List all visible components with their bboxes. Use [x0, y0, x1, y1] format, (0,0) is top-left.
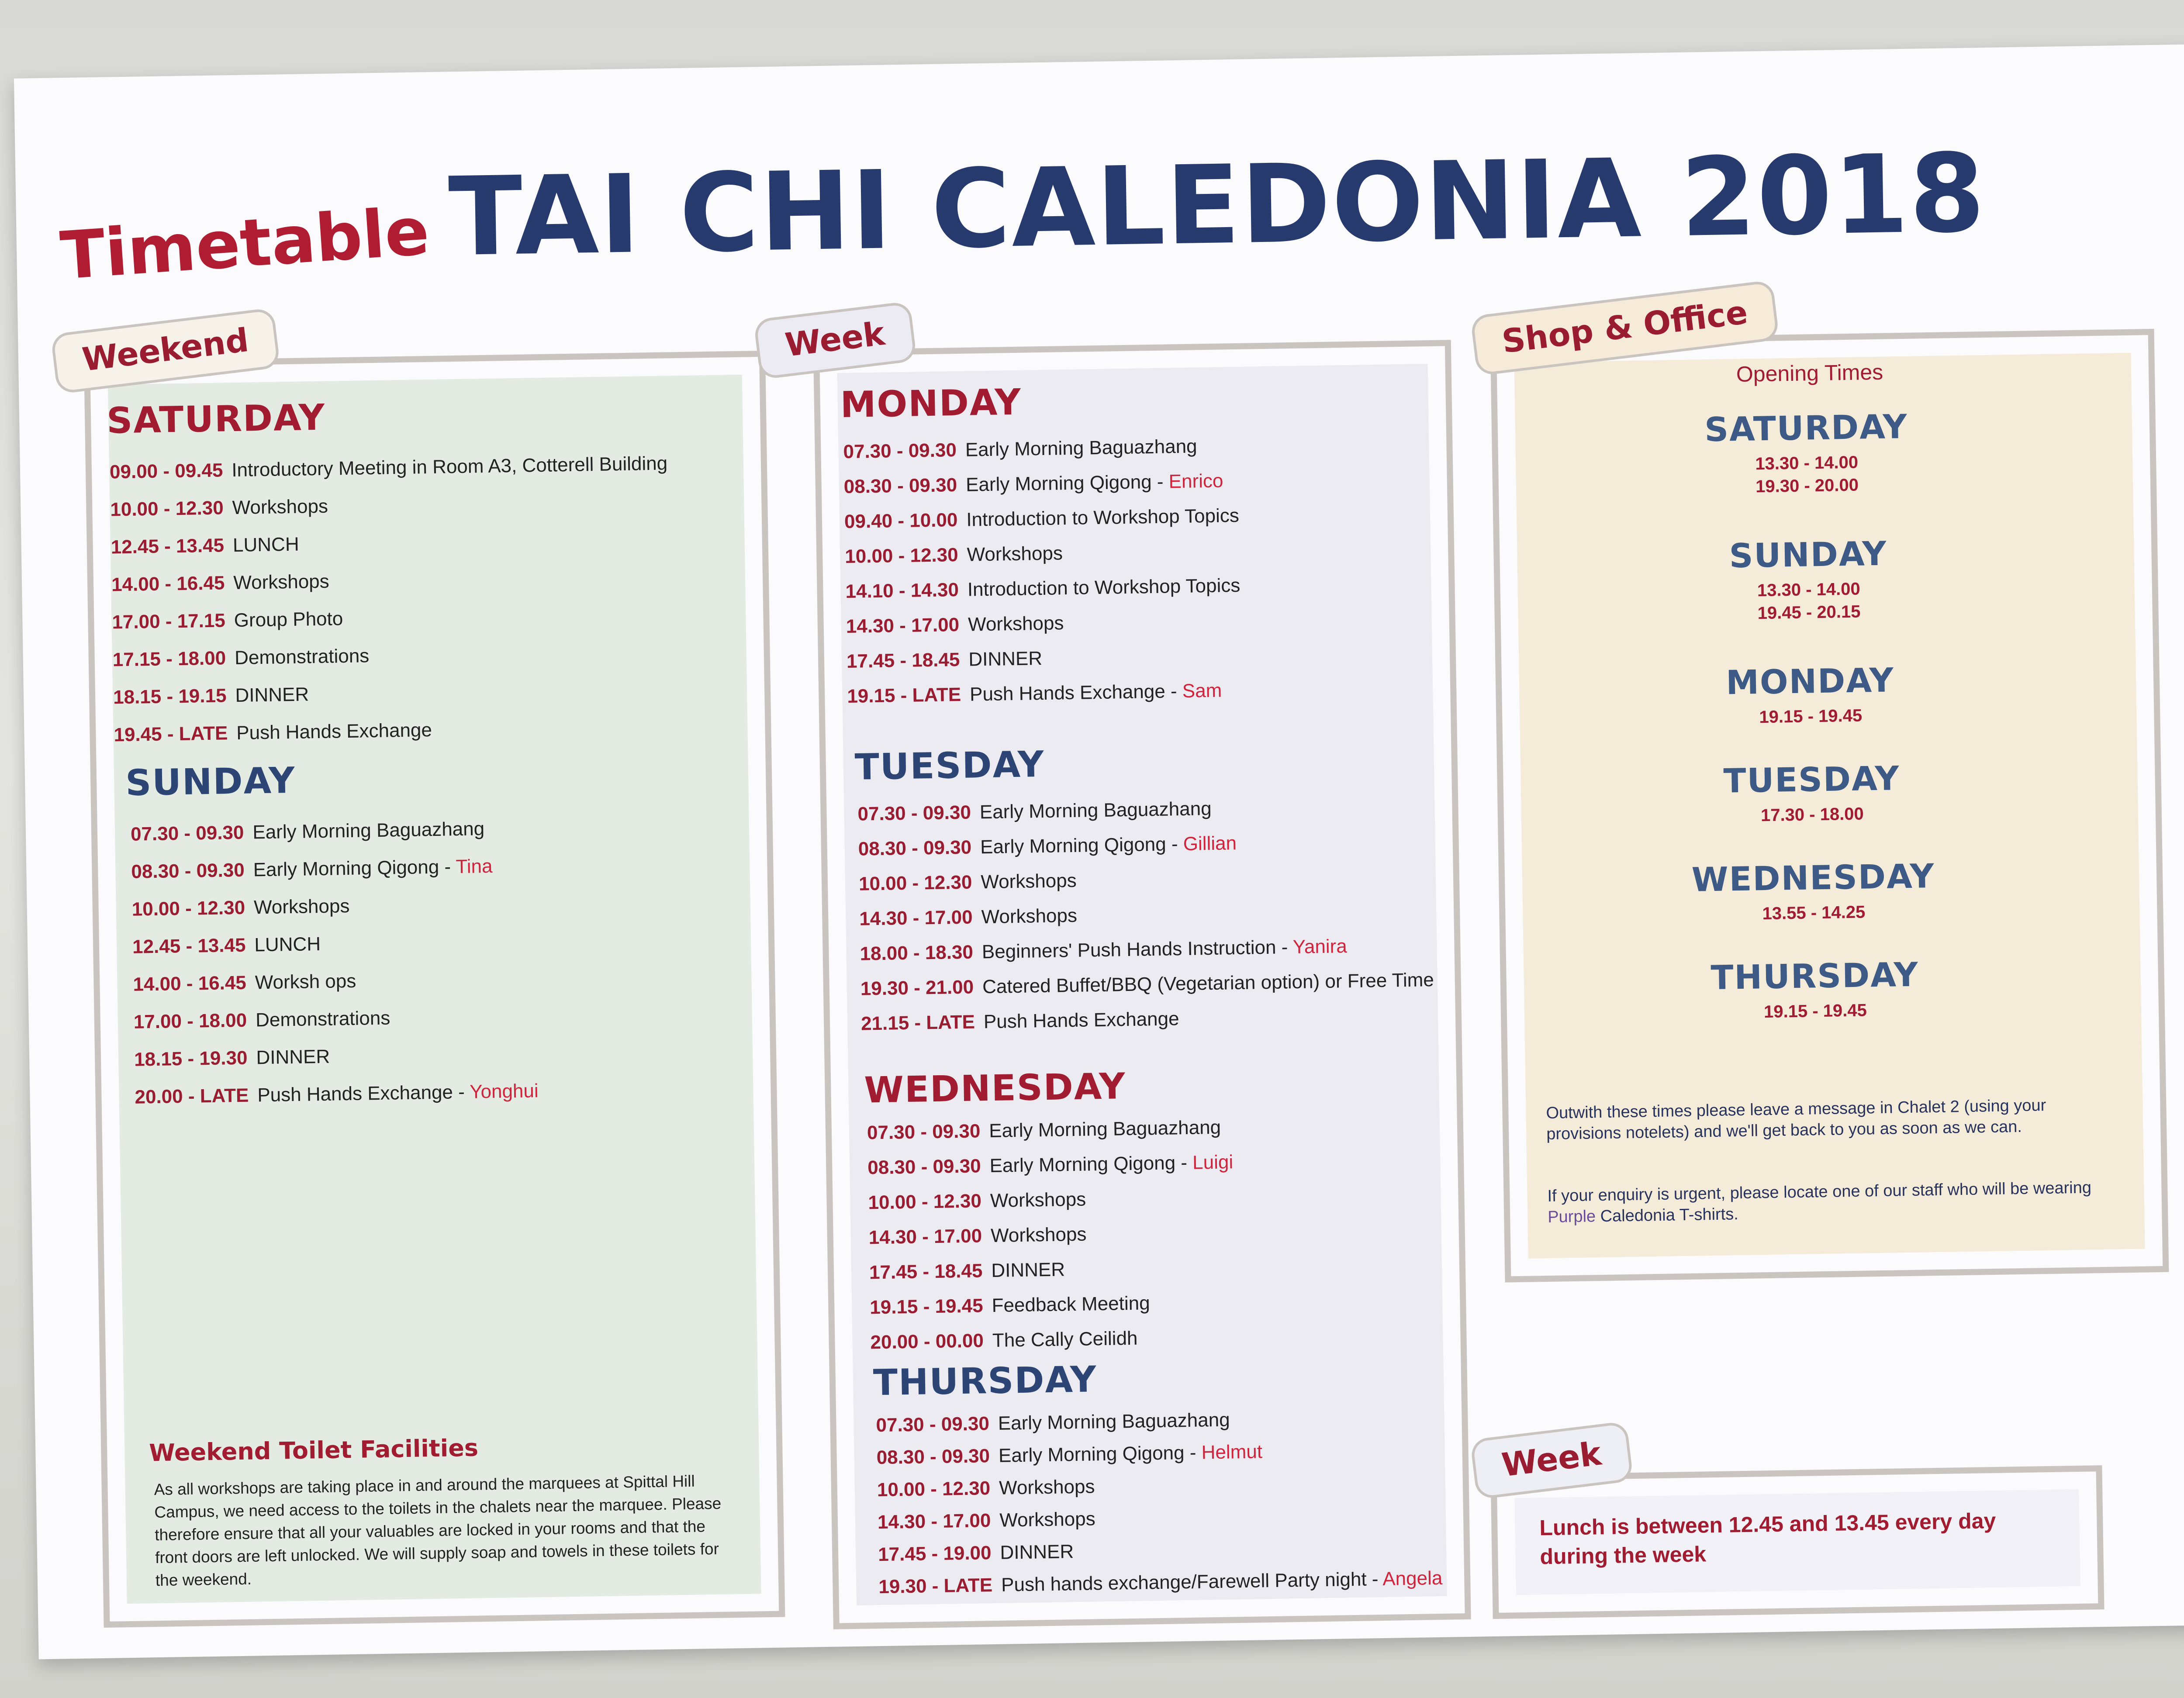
- title-timetable: Timetable: [58, 193, 432, 295]
- list-item: 14.00 - 16.45 Workshops: [111, 570, 330, 596]
- lunch-note: Lunch is between 12.45 and 13.45 every day during the week: [1539, 1508, 1996, 1569]
- list-item: 18.00 - 18.30 Beginners' Push Hands Instruction - Yanira: [860, 935, 1348, 965]
- shop-urgent-note: If your enquiry is urgent, please locate one of our staff who will be wearing Purple Caledonia T-shirts.: [1547, 1178, 2092, 1226]
- list-item: 10.00 - 12.30 Workshops: [877, 1476, 1095, 1501]
- list-item: 08.30 - 09.30 Early Morning Qigong - Gillian: [858, 832, 1237, 860]
- shop-office-tab: Shop & Office: [1470, 280, 1780, 376]
- opening-wednesday: WEDNESDAY 13.55 - 14.25: [1691, 856, 1935, 924]
- list-item: 10.00 - 12.30 Workshops: [844, 542, 1063, 568]
- list-item: 07.30 - 09.30 Early Morning Baguazhang: [843, 435, 1197, 463]
- list-item: 12.45 - 13.45 LUNCH: [111, 533, 300, 558]
- weekend-day-saturday: SATURDAY: [106, 397, 326, 442]
- list-item: 08.30 - 09.30 Early Morning Qigong - Luigi: [867, 1151, 1234, 1179]
- list-item: 09.40 - 10.00 Introduction to Workshop Topics: [844, 504, 1240, 533]
- list-item: 14.30 - 17.00 Workshops: [846, 612, 1064, 638]
- list-item: 17.15 - 18.00 Demonstrations: [112, 645, 370, 671]
- list-item: 19.15 - 19.45 Feedback Meeting: [869, 1292, 1150, 1318]
- monday-schedule: [843, 435, 1242, 721]
- poster-title: [15, 123, 2184, 295]
- list-item: 19.15 - LATE Push Hands Exchange - Sam: [847, 680, 1222, 708]
- list-item: 18.15 - 19.15 DINNER: [113, 683, 309, 708]
- week-lunch-tab: Week: [1470, 1421, 1634, 1500]
- list-item: 08.30 - 09.30 Early Morning Qigong - Helmut: [876, 1441, 1263, 1469]
- list-item: 10.00 - 12.30 Workshops: [868, 1188, 1086, 1214]
- list-item: 08.30 - 09.30 Early Morning Qigong - Enrico: [843, 470, 1223, 498]
- opening-thursday: THURSDAY 19.15 - 19.45: [1710, 955, 1919, 1022]
- opening-saturday: SATURDAY 13.30 - 14.00 19.30 - 20.00: [1704, 407, 1908, 497]
- list-item: 14.10 - 14.30 Introduction to Workshop Topics: [845, 574, 1241, 603]
- list-item: 07.30 - 09.30 Early Morning Baguazhang: [857, 797, 1212, 825]
- list-item: 14.30 - 17.00 Workshops: [868, 1223, 1087, 1249]
- toilet-facilities-text: As all workshops are taking place in and around the marquees at Spittal Hill Campus, we need access to the toilets in the chalets near the marquee. Please therefore ensure that all your valuables are locked in your rooms and that the front doors are left unlocked. We will supply soap and towels in these toilets for the weekend.: [154, 1472, 722, 1590]
- list-item: 21.15 - LATE Push Hands Exchange: [860, 1008, 1179, 1035]
- list-item: 17.45 - 18.45 DINNER: [869, 1259, 1065, 1284]
- list-item: 07.30 - 09.30 Early Morning Baguazhang: [130, 818, 485, 845]
- list-item: 19.30 - 21.00 Catered Buffet/BBQ (Vegetarian option) or Free Time: [860, 969, 1434, 1000]
- list-item: 17.45 - 19.00 DINNER: [878, 1541, 1074, 1566]
- list-item: 12.45 - 13.45 LUNCH: [132, 933, 321, 958]
- list-item: 09.00 - 09.45 Introductory Meeting in Room A3, Cotterell Building: [109, 452, 668, 483]
- list-item: 10.00 - 12.30 Workshops: [858, 870, 1077, 895]
- list-item: 14.30 - 17.00 Workshops: [859, 904, 1078, 930]
- list-item: 07.30 - 09.30 Early Morning Baguazhang: [876, 1409, 1230, 1436]
- timetable-poster: [14, 44, 2184, 1660]
- toilet-facilities-heading: Weekend Toilet Facilities: [149, 1434, 479, 1467]
- thursday-schedule: [876, 1406, 1443, 1608]
- opening-tuesday: TUESDAY 17.30 - 18.00: [1723, 759, 1901, 825]
- list-item: 17.45 - 18.45 DINNER: [846, 647, 1043, 673]
- list-item: 17.00 - 18.00 Demonstrations: [133, 1007, 390, 1033]
- week-day-tuesday: TUESDAY: [854, 743, 1045, 788]
- list-item: 10.00 - 12.30 Workshops: [131, 895, 350, 920]
- list-item: 19.45 - LATE Push Hands Exchange: [114, 719, 432, 746]
- weekend-day-sunday: SUNDAY: [125, 759, 296, 804]
- list-item: 20.00 - LATE Push Hands Exchange - Yonghui: [135, 1080, 539, 1108]
- list-item: 18.15 - 19.30 DINNER: [134, 1046, 330, 1070]
- list-item: 14.30 - 17.00 Workshops: [877, 1508, 1095, 1533]
- opening-times-heading: Opening Times: [1736, 359, 1883, 387]
- shop-message-note: Outwith these times please leave a message in Chalet 2 (using your provisions notelets) and we'll get back to you as soon as we can.: [1546, 1096, 2046, 1143]
- list-item: 14.00 - 16.45 Worksh ops: [133, 970, 356, 995]
- week-tab: Week: [753, 301, 917, 380]
- week-day-thursday: THURSDAY: [873, 1359, 1098, 1404]
- week-day-wednesday: WEDNESDAY: [864, 1066, 1127, 1111]
- list-item: 07.30 - 09.30 Early Morning Baguazhang: [867, 1116, 1221, 1144]
- list-item: 08.30 - 09.30 Early Morning Qigong - Tina: [131, 855, 493, 883]
- sunday-schedule: [131, 817, 539, 1124]
- list-item: 17.00 - 17.15 Group Photo: [112, 608, 343, 633]
- week-day-monday: MONDAY: [840, 381, 1022, 426]
- opening-monday: MONDAY 19.15 - 19.45: [1725, 660, 1895, 727]
- title-event: TAI CHI CALEDONIA 2018: [447, 130, 1987, 281]
- list-item: 20.00 - 00.00 The Cally Ceilidh: [870, 1327, 1138, 1353]
- list-item: 10.00 - 12.30 Workshops: [110, 495, 328, 521]
- list-item: 19.30 - LATE Push hands exchange/Farewell Party night - Angela: [878, 1567, 1443, 1598]
- weekend-tab: Weekend: [50, 307, 280, 394]
- wednesday-schedule: [867, 1116, 1237, 1367]
- opening-sunday: SUNDAY 13.30 - 14.00 19.45 - 20.15: [1728, 534, 1888, 623]
- saturday-schedule: [110, 452, 672, 762]
- tuesday-schedule: [857, 794, 1435, 1048]
